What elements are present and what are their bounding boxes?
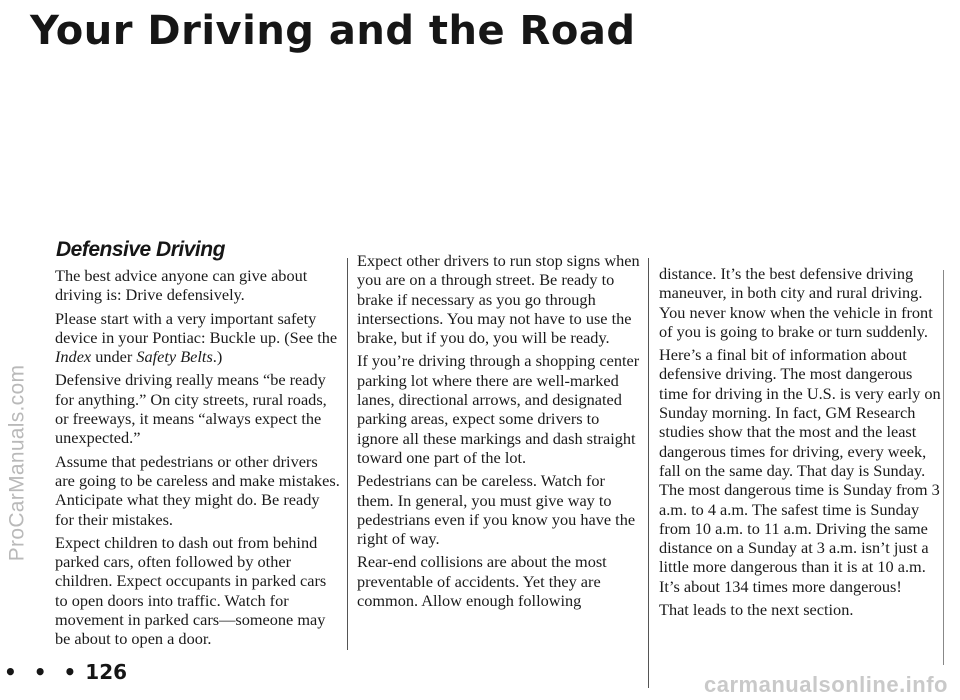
column-left <box>55 266 341 653</box>
page-number <box>4 660 127 684</box>
page-number-value: 126 <box>85 660 128 684</box>
page-number-dots: • • • <box>4 660 82 684</box>
paragraph-text: Please start with a very important safety device in your Pontiac: Buckle up. (See the <box>55 308 338 347</box>
paragraph: That leads to the next section. <box>659 600 854 620</box>
column-divider <box>347 258 348 650</box>
paragraph: If you’re driving through a shopping center parking lot where there are well-marked lanes, directional arrows, and designated parking areas, expect some drivers to ignore all these markings and dash straight toward one part of the lot. <box>357 351 640 467</box>
side-watermark <box>2 248 32 678</box>
footer-watermark: carmanualsonline.info <box>704 672 948 697</box>
index-reference: Index <box>55 347 92 367</box>
section-heading: Defensive Driving <box>56 238 225 261</box>
paragraph: Expect other drivers to run stop signs when you are on a through street. Be ready to brake if necessary as you go through intersections. You may not have to use the brake, but if you do, you will be ready. <box>357 251 640 348</box>
page-title: Your Driving and the Road <box>30 8 636 54</box>
paragraph: Assume that pedestrians or other drivers are going to be careless and make mistakes. Anticipate what they might do. Be ready for their mistakes. <box>55 451 340 529</box>
column-divider <box>648 258 649 688</box>
paragraph-text: under <box>91 347 137 367</box>
paragraph: Defensive driving really means “be ready for anything.” On city streets, rural roads, or freeways, it means “always expect the unexpected.” <box>55 370 327 448</box>
safety-belts-reference: Safety Belts <box>136 347 213 367</box>
paragraph: Rear-end collisions are about the most preventable of accidents. Yet they are common. Allow enough following <box>357 552 607 611</box>
paragraph: Expect children to dash out from behind parked cars, often followed by other children. Expect occupants in parked cars to open doors into traffic. Watch for movement in parked cars—someone may be about to open a door. <box>55 532 327 649</box>
paragraph-text: .) <box>212 347 223 367</box>
paragraph: distance. It’s the best defensive driving maneuver, in both city and rural driving. You never know when the vehicle in front of you is going to brake or turn suddenly. <box>659 264 933 341</box>
page-edge-line <box>943 270 944 665</box>
paragraph: Here’s a final bit of information about defensive driving. The most dangerous time for driving in the U.S. is very early on Sunday morning. In fact, GM Research studies show that the most and the least dangerous times for driving, every week, fall on the same day. That day is Sunday. The most dangerous time is Sunday from 3 a.m. to 4 a.m. The safest time is Sunday from 10 a.m. to 11 a.m. Driving the same distance on a Sunday at 3 a.m. isn’t just a little more dangerous than it is at 10 a.m. It’s about 134 times more dangerous! <box>659 345 941 596</box>
column-right <box>659 264 945 623</box>
side-watermark-text: ProCarManuals.com <box>5 364 28 562</box>
paragraph: The best advice anyone can give about driving is: Drive defensively. <box>55 266 308 305</box>
paragraph <box>55 309 341 367</box>
column-middle <box>357 251 642 614</box>
paragraph: Pedestrians can be careless. Watch for them. In general, you must give way to pedestrians even if you know you have the right of way. <box>357 471 636 549</box>
